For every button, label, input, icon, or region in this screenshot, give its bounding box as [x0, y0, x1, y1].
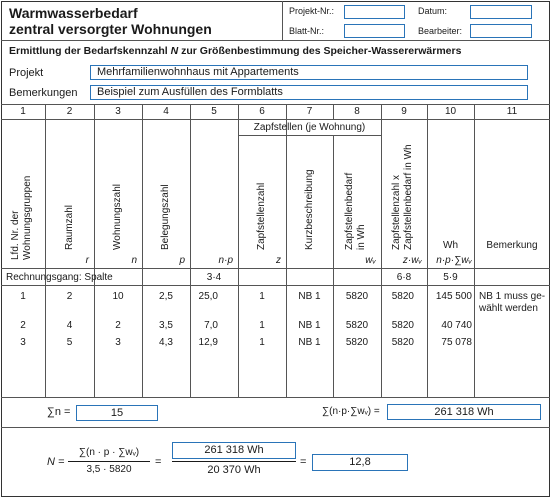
col-number: 5: [211, 106, 217, 117]
rechnungsgang-c10: 5·9: [443, 272, 458, 283]
rechnungsgang-rule: [1, 285, 550, 286]
col-title-wohnungszahl: Wohnungszahl: [112, 184, 123, 250]
rechnungsgang-c5: 3·4: [206, 272, 222, 283]
formula-equals: =: [155, 456, 162, 468]
form-title: [9, 5, 212, 37]
sum-total-field[interactable]: 261 318 Wh: [387, 404, 541, 420]
col-number: 6: [259, 106, 265, 117]
cell-zwv: 5820: [391, 291, 414, 302]
col-number: 7: [306, 106, 313, 117]
cell-r: 2: [66, 291, 73, 302]
cell-wv: 5820: [345, 320, 369, 331]
cell-zwv: 5820: [391, 337, 414, 348]
cell-z: 1: [259, 320, 265, 331]
cell-total: 75 078: [441, 337, 472, 348]
cell-n: 10: [112, 291, 124, 302]
formula-value-fraction-bar: [172, 461, 296, 462]
projekt-label: Projekt: [9, 67, 44, 79]
bearbeiter-field[interactable]: [470, 24, 532, 38]
cell-r: 4: [66, 320, 73, 331]
sum-n-label: ∑n =: [47, 406, 71, 418]
formula-denominator: 3,5 · 5820: [86, 464, 132, 475]
symbol-np: n·p: [218, 255, 233, 266]
blatt-nr-label: Blatt-Nr.:: [289, 26, 325, 36]
title-line-2: zentral versorgter Wohnungen: [9, 21, 212, 37]
col-title-kurzbeschreibung: Kurzbeschreibung: [304, 169, 315, 250]
col-number: 10: [444, 106, 457, 117]
col-number: 4: [163, 106, 169, 117]
col-title-zapfstellenzahl: Zapfstellenzahl: [256, 182, 267, 250]
cell-np: 12,9: [198, 337, 218, 348]
cell-n: 2: [115, 320, 121, 331]
blatt-nr-field[interactable]: [344, 24, 405, 38]
cell-p: 4,3: [159, 337, 173, 348]
cell-kurz: NB 1: [298, 291, 321, 302]
cell-p: 2,5: [159, 291, 173, 302]
col-divider: [45, 104, 46, 397]
formula-numerator-field[interactable]: 261 318 Wh: [172, 442, 296, 459]
cell-total: 145 500: [435, 291, 472, 302]
cell-kurz: NB 1: [298, 337, 321, 348]
projekt-nr-field[interactable]: [344, 5, 405, 19]
bemerkungen-label: Bemerkungen: [9, 87, 78, 99]
cell-nr: 3: [20, 337, 26, 348]
cell-n: 3: [115, 337, 121, 348]
col-number: 3: [115, 106, 121, 117]
col-title-wh: Wh: [443, 240, 458, 251]
formula-fraction-bar: [68, 461, 150, 462]
col-title-lfd-nr: Lfd. Nr. der Wohnungsgruppen: [10, 175, 33, 260]
cell-np: 25,0: [198, 291, 218, 302]
header-bottom-rule: [1, 40, 550, 41]
projekt-field[interactable]: Mehrfamilienwohnhaus mit Appartements: [90, 65, 528, 80]
col-number: 11: [506, 106, 518, 117]
cell-np: 7,0: [204, 320, 218, 331]
col-title-raumzahl: Raumzahl: [64, 204, 75, 250]
cell-nr: 1: [20, 291, 26, 302]
sum-bottom-rule: [1, 427, 550, 428]
zapf-header-rule: [238, 135, 381, 136]
col-divider: [238, 104, 239, 397]
projekt-nr-label: Projekt-Nr.:: [289, 6, 335, 16]
bemerkungen-field[interactable]: Beispiel zum Ausfüllen des Formblatts: [90, 85, 528, 100]
section-heading: Ermittlung der Bedarfskennzahl N zur Größenbestimmung des Speicher-Wassererwärmers: [9, 45, 462, 57]
col-number: 8: [354, 106, 360, 117]
colnum-rule: [1, 119, 550, 120]
formula-n-label: N =: [47, 456, 65, 468]
cell-z: 1: [259, 337, 265, 348]
cell-r: 5: [66, 337, 73, 348]
sum-n-field[interactable]: 15: [76, 405, 158, 421]
cell-zwv: 5820: [391, 320, 414, 331]
rechnungsgang-label: Rechnungsgang: Spalte: [6, 272, 113, 283]
rechnungsgang-c9: 6·8: [396, 272, 412, 283]
cell-wv: 5820: [345, 337, 369, 348]
symbol-n: n: [131, 255, 137, 266]
header-divider: [282, 1, 283, 40]
datum-label: Datum:: [418, 6, 448, 16]
title-line-1: Warmwasserbedarf: [9, 5, 138, 21]
col-title-zapfstellenbedarf: Zapfstellenbedarf in Wh: [344, 172, 367, 250]
sum-total-label: ∑(n·p·∑wᵥ) =: [322, 406, 380, 417]
col-divider: [142, 104, 143, 397]
cell-nr: 2: [20, 320, 26, 331]
datum-field[interactable]: [470, 5, 532, 19]
symbol-p: p: [179, 255, 185, 266]
formula-result-field[interactable]: 12,8: [312, 454, 408, 471]
col-number: 9: [401, 106, 407, 117]
formula-result-equals: =: [300, 456, 307, 468]
bearbeiter-label: Bearbeiter:: [418, 26, 463, 36]
cell-total: 40 740: [441, 320, 472, 331]
col-title-bemerkung: Bemerkung: [486, 240, 538, 251]
col-divider: [94, 104, 95, 397]
col-title-zapfstellen-x-bedarf: Zapfstellenzahl x Zapfstellenbedarf in Wh: [391, 144, 414, 250]
zapfstellen-header: Zapfstellen (je Wohnung): [253, 122, 366, 133]
formula-denominator-value: 20 370 Wh: [207, 464, 261, 476]
col-title-belegungszahl: Belegungszahl: [160, 184, 171, 250]
cell-wv: 5820: [345, 291, 369, 302]
col-divider: [190, 104, 191, 397]
col-number: 1: [20, 106, 26, 117]
symbol-rule: [1, 268, 550, 269]
symbol-zwv: z·wᵥ: [402, 255, 422, 266]
col-number: 2: [66, 106, 73, 117]
cell-bemerkung: NB 1 muss ge- wählt werden: [479, 291, 546, 314]
cell-z: 1: [259, 291, 265, 302]
formula-numerator: ∑(n · p · ∑wᵥ): [78, 447, 140, 458]
symbol-wv: wᵥ: [365, 255, 376, 266]
cell-p: 3,5: [159, 320, 173, 331]
col-divider: [286, 104, 287, 397]
table-top-rule: [1, 104, 550, 105]
symbol-npwv: n·p·∑wᵥ: [436, 255, 472, 266]
table-bottom-rule: [1, 397, 550, 398]
cell-kurz: NB 1: [298, 320, 321, 331]
symbol-r: r: [85, 255, 89, 266]
col-divider: [381, 104, 382, 397]
symbol-z: z: [276, 255, 281, 266]
